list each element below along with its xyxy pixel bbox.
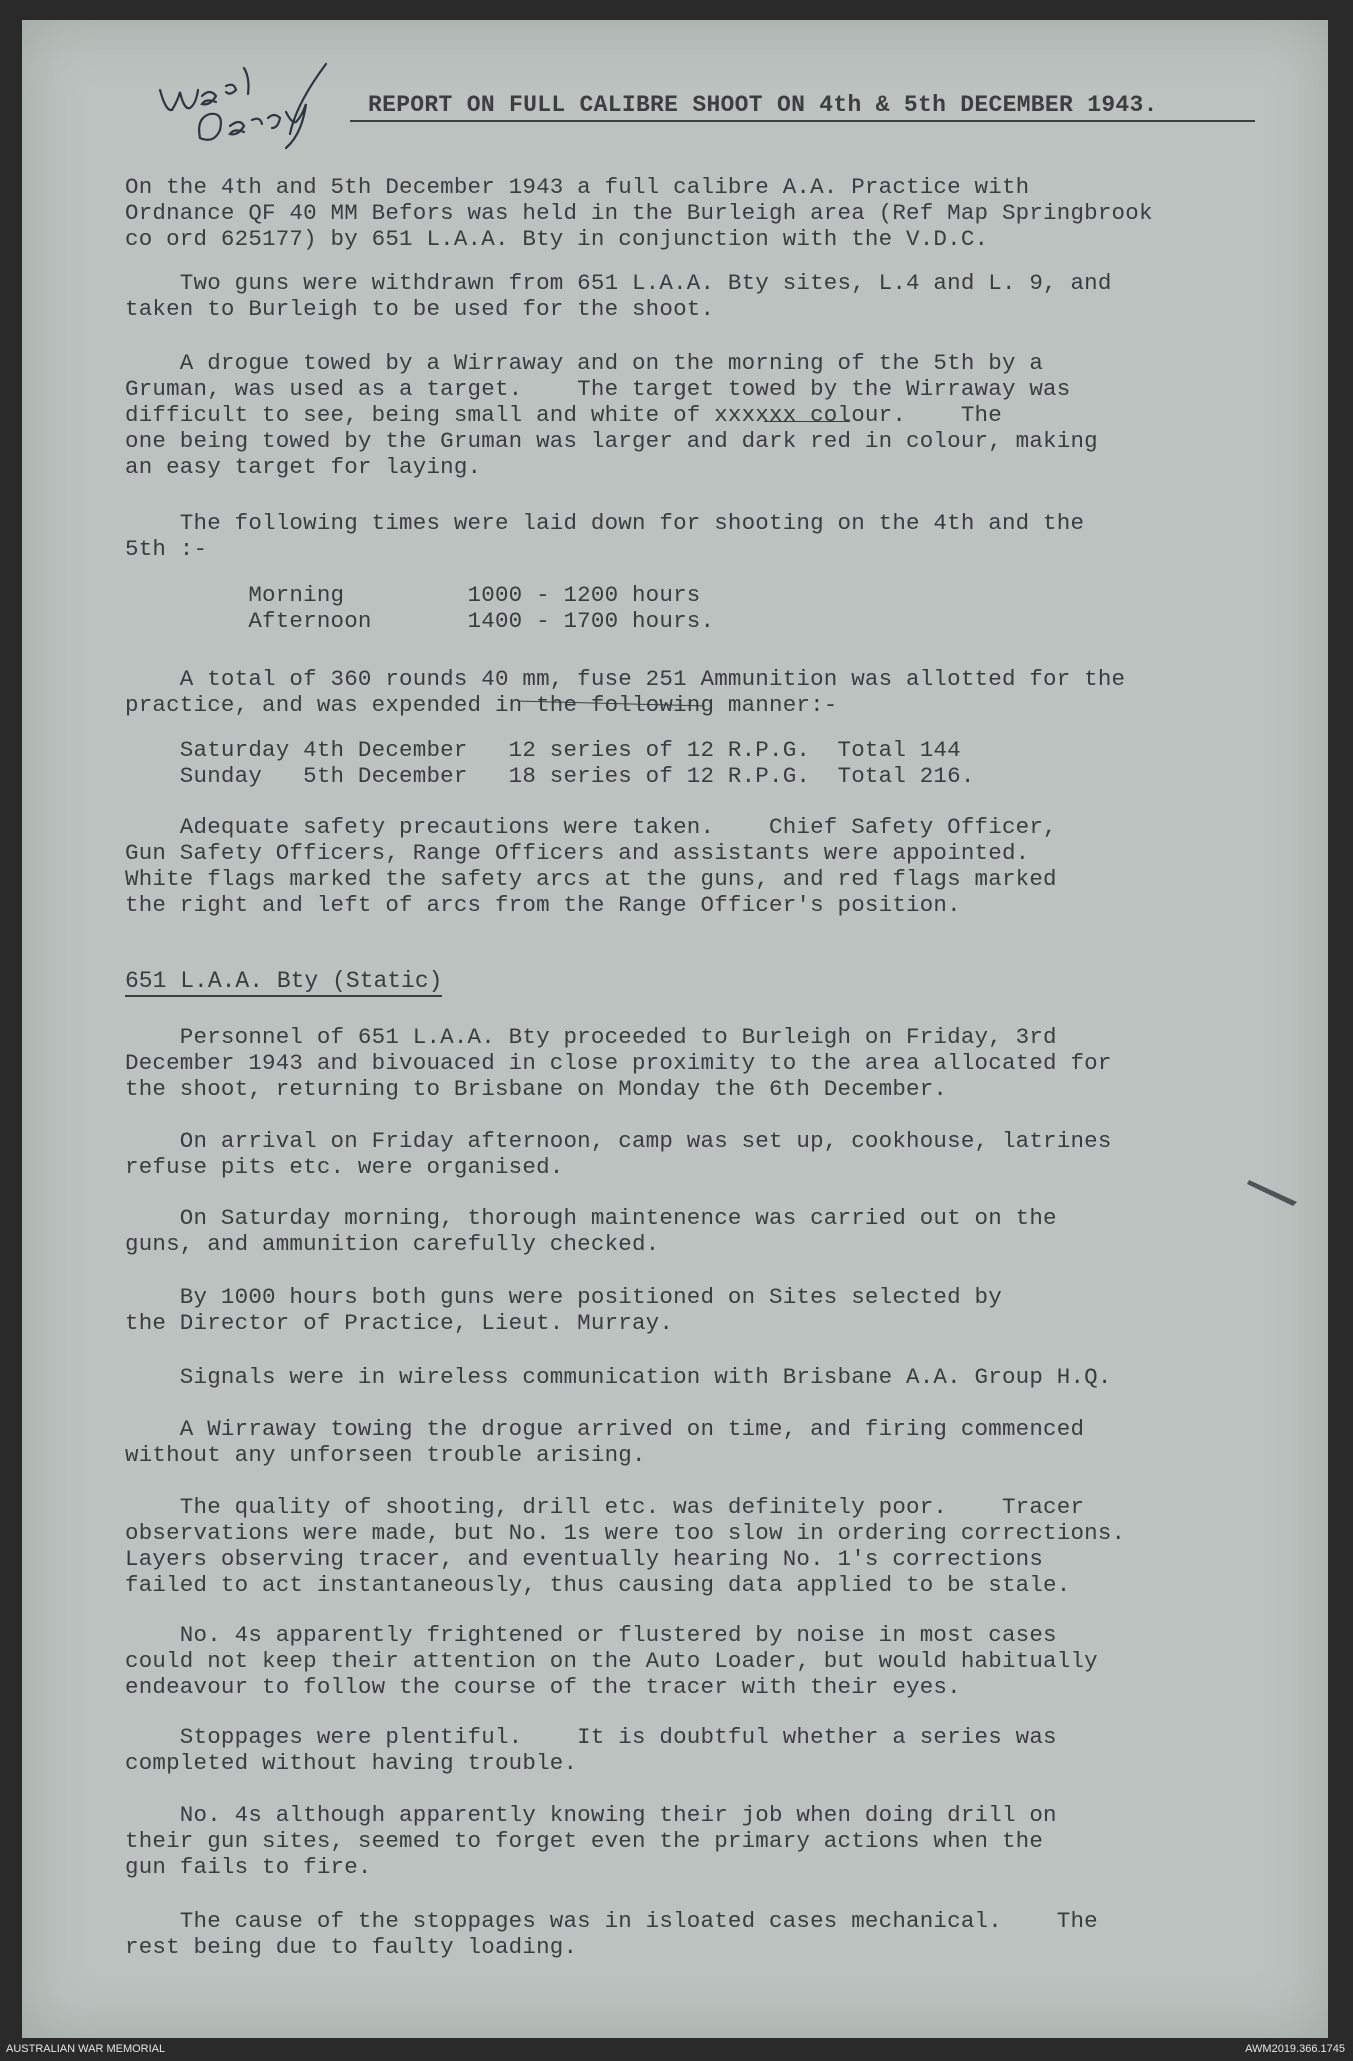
title-underline: [350, 120, 1255, 122]
paragraph-13: Signals were in wireless communication with Brisbane A.A. Group H.Q.: [125, 1364, 1112, 1390]
paragraph-15: The quality of shooting, drill etc. was definitely poor. Tracer observations were made, but No. 1s were too slow in ordering corrections. Layers observing tracer, and eventually hearing No. 1's corrections failed to act instantaneously, thus causing data applied to be stale.: [125, 1494, 1126, 1598]
paragraph-19: The cause of the stoppages was in isloated cases mechanical. The rest being due to faulty loading.: [125, 1908, 1098, 1960]
paragraph-6: A total of 360 rounds 40 mm, fuse 251 Ammunition was allotted for the practice, and was expended in the following manner:-: [125, 666, 1126, 718]
paragraph-9: Personnel of 651 L.A.A. Bty proceeded to Burleigh on Friday, 3rd December 1943 and bivouaced in close proximity to the area allocated for the shoot, returning to Brisbane on Monday the 6th December.: [125, 1024, 1112, 1102]
times-table: Morning 1000 - 1200 hours Afternoon 1400 - 1700 hours.: [248, 582, 715, 634]
paragraph-2: Two guns were withdrawn from 651 L.A.A. Bty sites, L.4 and L. 9, and taken to Burleigh to be used for the shoot.: [125, 270, 1112, 322]
paragraph-8: Adequate safety precautions were taken. Chief Safety Officer, Gun Safety Officers, Range Officers and assistants were appointed. White flags marked the safety arcs at the guns, and red flags marked the right and left of arcs from the Range Officer's position.: [125, 814, 1057, 918]
paragraph-4: The following times were laid down for shooting on the 4th and the 5th :-: [125, 510, 1085, 562]
paragraph-10: On arrival on Friday afternoon, camp was set up, cookhouse, latrines refuse pits etc. were organised.: [125, 1128, 1112, 1180]
paragraph-18: No. 4s although apparently knowing their job when doing drill on their gun sites, seemed to forget even the primary actions when the gun fails to fire.: [125, 1802, 1057, 1880]
paragraph-11: On Saturday morning, thorough maintenence was carried out on the guns, and ammunition carefully checked.: [125, 1205, 1057, 1257]
paragraph-16: No. 4s apparently frightened or flustered by noise in most cases could not keep their attention on the Auto Loader, but would habitually endeavour to follow the course of the tracer with their eyes.: [125, 1622, 1098, 1700]
section-heading: 651 L.A.A. Bty (Static): [125, 968, 442, 997]
paragraph-1: On the 4th and 5th December 1943 a full calibre A.A. Practice with Ordnance QF 40 MM Befors was held in the Burleigh area (Ref Map Springbrook co ord 625177) by 651 L.A.A. Bty in conjunction with the V.D.C.: [125, 174, 1153, 252]
paragraph-14: A Wirraway towing the drogue arrived on time, and firing commenced without any unforseen trouble arising.: [125, 1416, 1085, 1468]
handwriting-mark: [140, 60, 350, 170]
paragraph-12: By 1000 hours both guns were positioned on Sites selected by the Director of Practice, Lieut. Murray.: [125, 1284, 1002, 1336]
typed-strikeout: [764, 421, 850, 422]
page-title: REPORT ON FULL CALIBRE SHOOT ON 4th & 5th DECEMBER 1943.: [368, 92, 1158, 118]
footer-accession-number: AWM2019.366.1745: [1245, 2043, 1345, 2055]
handwritten-annotation: [140, 60, 350, 170]
footer-institution: AUSTRALIAN WAR MEMORIAL: [6, 2043, 166, 2055]
ammunition-table: Saturday 4th December 12 series of 12 R.P.G. Total 144 Sunday 5th December 18 series of 12 R.P.G. Total 216.: [179, 737, 975, 789]
paragraph-17: Stoppages were plentiful. It is doubtful whether a series was completed without having trouble.: [125, 1724, 1057, 1776]
ink-smudge: [1245, 1176, 1305, 1208]
paragraph-3: A drogue towed by a Wirraway and on the morning of the 5th by a Gruman, was used as a target. The target towed by the Wirraway was difficult to see, being small and white of xxxxxx colour. The one being towed by the Gruman was larger and dark red in colour, making an easy target for laying.: [125, 350, 1098, 480]
